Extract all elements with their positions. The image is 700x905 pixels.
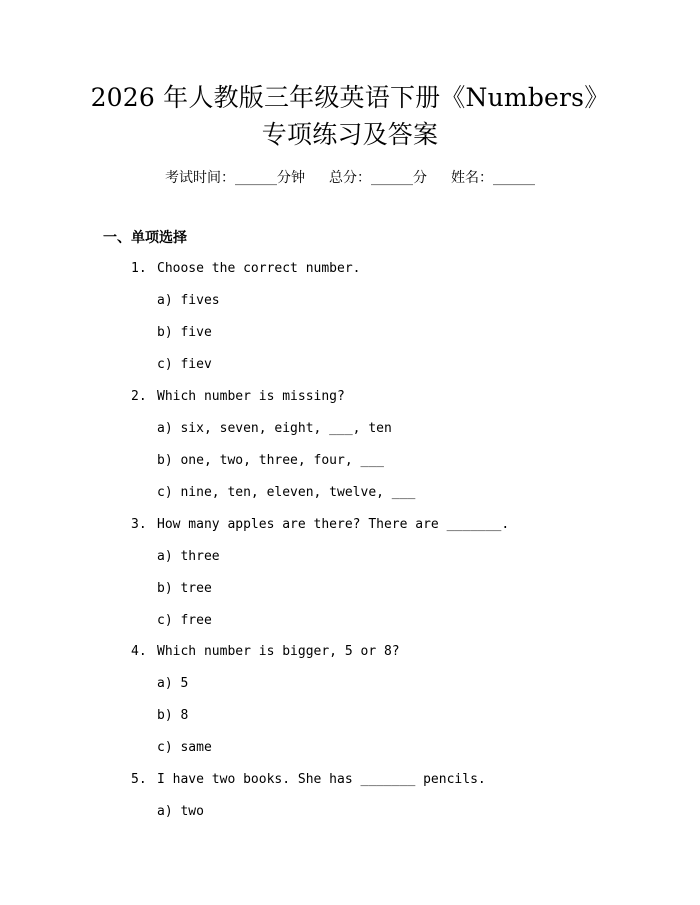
question-number: 5. xyxy=(131,772,147,787)
exam-time-field: 考试时间：______分钟 xyxy=(165,170,305,186)
question-option: a) six, seven, eight, ___, ten xyxy=(157,421,392,436)
question-text: Which number is bigger, 5 or 8? xyxy=(157,644,400,659)
question-number: 1. xyxy=(131,261,147,276)
question-option: a) two xyxy=(157,804,204,819)
question-option: c) fiev xyxy=(157,357,212,372)
question-option: a) three xyxy=(157,549,220,564)
title-line-1: 2026 年人教版三年级英语下册《Numbers》 xyxy=(90,83,610,112)
question-option: b) tree xyxy=(157,581,212,596)
title-line-2: 专项练习及答案 xyxy=(261,120,439,149)
total-score-field: 总分：______分 xyxy=(329,170,427,186)
question-option: b) five xyxy=(157,325,212,340)
question-option: c) nine, ten, eleven, twelve, ___ xyxy=(157,485,416,500)
question-option: c) same xyxy=(157,740,212,755)
question-option: a) fives xyxy=(157,293,220,308)
question-text: I have two books. She has _______ pencils. xyxy=(157,772,486,787)
question-number: 3. xyxy=(131,517,147,532)
name-field: 姓名：______ xyxy=(451,170,535,186)
question-number: 4. xyxy=(131,644,147,659)
question-option: a) 5 xyxy=(157,676,189,691)
section-heading: 一、单项选择 xyxy=(103,230,187,246)
question-text: Choose the correct number. xyxy=(157,261,361,276)
exam-info-row xyxy=(0,168,700,188)
question-option: b) one, two, three, four, ___ xyxy=(157,453,384,468)
question-text: Which number is missing? xyxy=(157,389,345,404)
question-option: c) free xyxy=(157,613,212,628)
question-option: b) 8 xyxy=(157,708,189,723)
question-text: How many apples are there? There are _______. xyxy=(157,517,510,532)
question-number: 2. xyxy=(131,389,147,404)
